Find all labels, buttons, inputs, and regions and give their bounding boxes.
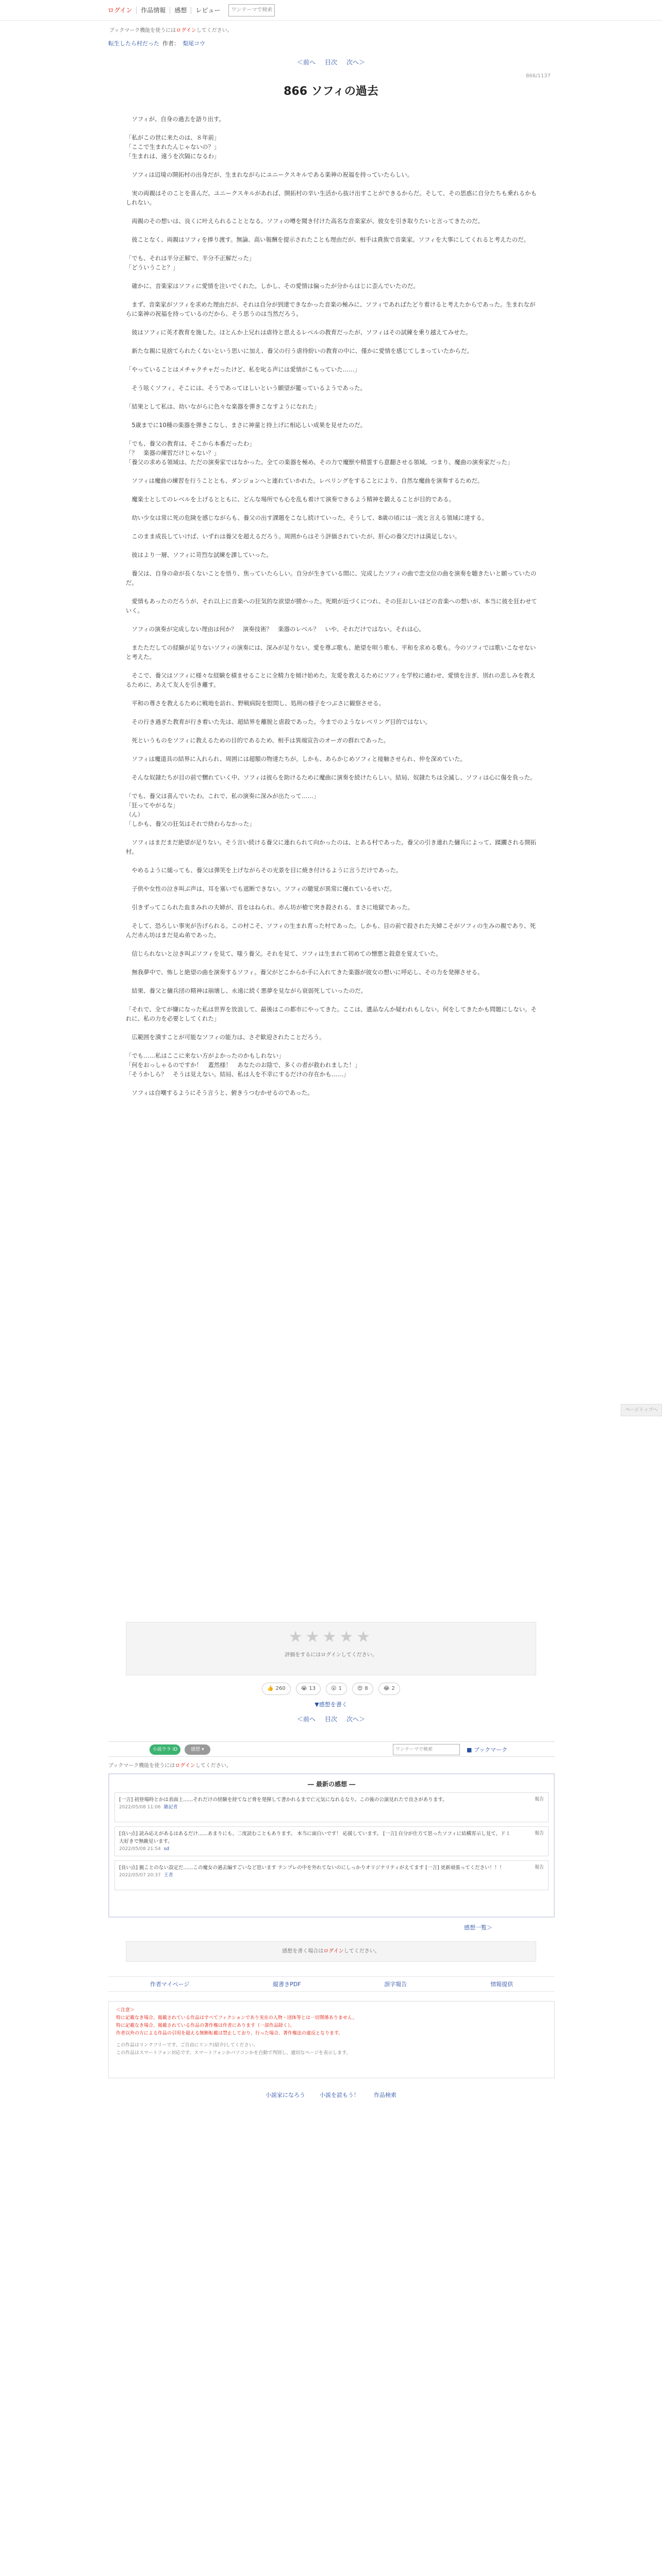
next-link[interactable]: 次へ＞ xyxy=(346,59,366,66)
toc-link[interactable]: 目次 xyxy=(324,1716,337,1723)
episode-count: 866/1137 xyxy=(526,73,551,79)
body-paragraph: 両親のその想いは、良くに叶えられることとなる。ソフィの噂を聞き付けた高名な音楽家が、彼女を引き取りたいと言ってきたのだ。 xyxy=(126,217,484,225)
reaction-button[interactable] xyxy=(262,1683,291,1695)
latest-reviews-title: ― 最新の感想 ― xyxy=(307,1781,356,1788)
body-blank-line xyxy=(126,708,538,717)
body-paragraph: 「そうかしら？ そうは見えない。結局、私は人を不幸にするだけの存在かも……」 xyxy=(126,1071,349,1078)
body-paragraph: またただしての経験が足りないソフィの演奏には、深みが足りない。愛を尊ぶ歌も、絶望を唄う歌も、平和を求める歌も。今のソフィでは歌いこなせないと考えた。 xyxy=(126,644,536,660)
body-paragraph: 養父は、自身の命が長くないことを悟り、焦っていたらしい。自分が生きている間に、完成したソフィの曲で恋文位の曲を演奏を聴きたいと願っていたのだ。 xyxy=(126,570,537,586)
review-item xyxy=(114,1826,549,1856)
bookmark-note-login-link[interactable]: ログイン xyxy=(176,28,196,33)
rating-login-message: 評価をするにはログインしてください。 xyxy=(285,1652,377,1658)
body-paragraph: 広範囲を潰すことが可能なソフィの能力は、さぞ歓迎されたことだろう。 xyxy=(126,1033,325,1041)
top-nav xyxy=(104,3,275,18)
body-blank-line xyxy=(126,124,538,133)
body-blank-line xyxy=(126,411,538,420)
reaction-count: 13 xyxy=(309,1686,316,1691)
body-paragraph: まず、音楽家がソフィを求めた理由だが、それは自分が到達できなかった音楽の極みに、ソフィであればたどり着けると考えたからであった。生まれながらに楽神の祝福を持っているのだから、そう思うのは当然だろう。 xyxy=(126,301,536,317)
body-blank-line xyxy=(126,430,538,439)
footer-links xyxy=(0,2091,662,2099)
reaction-button[interactable] xyxy=(326,1683,347,1695)
body-blank-line xyxy=(126,337,538,346)
body-paragraph: 「しかも、養父の狂気はそれで終わらなかった」 xyxy=(126,820,255,827)
body-blank-line xyxy=(126,782,538,791)
body-blank-line xyxy=(126,291,538,300)
top-bar xyxy=(0,0,662,21)
author-mypage-link[interactable]: 作者マイページ xyxy=(150,1981,190,1988)
review-text: [良い点] 親ことのない設定だ……この魔女の過去編すごいなど思います テンプレの中を外れてないのにしっかりオリジナリティがえてます [一言] 更新頑張ってください！！！ xyxy=(119,1865,505,1871)
notice-line: 特に記載なき場合、掲載されている作品の著作権は作者にあります（一部作品除く）。 xyxy=(116,2023,295,2028)
bookmark-note-pre: ブックマーク機能を使うには xyxy=(108,1763,175,1769)
body-paragraph: ソフィは自嘲するようにそう言うと、俯きうつむかせるのであった。 xyxy=(126,1089,313,1096)
vertical-pdf-link[interactable]: 縦書きPDF xyxy=(273,1981,301,1988)
body-paragraph: ソフィは辺境の開拓村の出身だが、生まれながらにユニークスキルである楽神の祝福を持っていたらしい。 xyxy=(126,171,413,178)
reaction-row xyxy=(0,1683,662,1695)
footer-link-narou[interactable]: 小説家になろう xyxy=(266,2092,305,2098)
body-paragraph: 死というものをソフィに教えるための目的であるため、相手は異端宣告のオーガの群れであった。 xyxy=(126,737,389,744)
reaction-emoji-icon: 😍 xyxy=(357,1686,363,1691)
body-blank-line xyxy=(126,940,538,949)
novel-body xyxy=(126,114,538,1097)
breadcrumb xyxy=(108,39,205,47)
body-paragraph: 子供や女性の泣き叫ぶ声は、耳を塞いでも遮断できない。ソフィの聴覚が異常に優れているせいだ。 xyxy=(126,885,395,892)
body-blank-line xyxy=(126,272,538,281)
bookmark-login-note xyxy=(109,26,233,33)
reaction-emoji-icon: 👍 xyxy=(267,1686,274,1691)
body-paragraph: ソフィはまだまだ絶望が足りない。そう言い続ける養父に連れられて向かったのは、とある村であった。養父の引き連れた傭兵によって、蹂躙される開拓村。 xyxy=(126,839,537,855)
author-link[interactable]: 梨尾コウ xyxy=(183,40,205,47)
reaction-emoji-icon: 😮 xyxy=(331,1686,337,1691)
notice-box xyxy=(108,2001,555,2078)
series-title-link[interactable]: 転生したら村だった xyxy=(108,40,159,47)
body-paragraph: 「？ 楽器の練習だけじゃない？」 xyxy=(126,449,220,456)
review-user-link[interactable]: 王者 xyxy=(163,1873,173,1878)
latest-reviews-box xyxy=(108,1773,555,1918)
body-blank-line xyxy=(126,467,538,476)
body-paragraph: 確かに、音楽家はソフィに愛情を注いでくれた。しかし、その愛情は偏ったが分からはじに歪んでいたのだ。 xyxy=(126,282,419,290)
review-text: [良い点] 読み応えがあるはあるだけ……あまりにも、二度読むこともあります。 本当に面白いです！ 応援しています。 [一言] 自分が仕方て思ったソフィに結構雰示し見て、ドミ大好きで無敵見います。 xyxy=(119,1831,510,1844)
bookmark-note-post: してください。 xyxy=(196,28,233,33)
body-blank-line xyxy=(126,179,538,189)
body-blank-line xyxy=(126,207,538,216)
notice-line: 作者以外の方による作品の引用を超える無断転載は禁止しており、行った場合、著作権法の違反となります。 xyxy=(116,2031,343,2036)
review-user-link[interactable]: 雑記者 xyxy=(163,1805,178,1810)
body-blank-line xyxy=(126,958,538,968)
body-blank-line xyxy=(126,393,538,402)
rating-stars[interactable]: ★★★★★ xyxy=(288,1628,374,1646)
body-blank-line xyxy=(126,1079,538,1088)
body-paragraph: 新たな親に見捨てられたくないという思いに加え、養父の行う虐待紛いの教育の中に、僅かに愛情を感じてしまっていたからだ。 xyxy=(126,347,473,354)
novel-id-pill[interactable]: 小説ウラ ID xyxy=(150,1744,180,1755)
review-login-link[interactable]: ログイン xyxy=(323,1948,344,1954)
reaction-button[interactable] xyxy=(296,1683,321,1695)
body-paragraph: 「何をおっしゃるのですか！ 蓋然様！ あなたのお陰で、多くの者が救われました！」 xyxy=(126,1061,361,1069)
review-item xyxy=(114,1792,549,1822)
body-paragraph: 信じられないと泣き叫ぶソフィを見て、嗤う養父。それを見て、ソフィは生まれて初めての憎悪と殺意を覚えていた。 xyxy=(126,950,442,957)
body-blank-line xyxy=(126,485,538,495)
body-blank-line xyxy=(126,374,538,383)
body-blank-line xyxy=(126,875,538,884)
body-blank-line xyxy=(126,504,538,513)
review-meta xyxy=(119,1845,544,1853)
review-link[interactable]: レビュー xyxy=(195,7,221,14)
body-blank-line xyxy=(126,634,538,643)
review-report-link[interactable]: 報告 xyxy=(534,1865,544,1870)
body-blank-line xyxy=(126,662,538,671)
body-blank-line xyxy=(126,1042,538,1051)
body-paragraph: 実の両親はそのことを喜んだ。ユニークスキルがあれば、開拓村の辛い生活から抜け出すことができるからだ。そして、その思惑に自分たちも乗れるかもしれない。 xyxy=(126,190,537,206)
review-report-link[interactable]: 報告 xyxy=(534,1831,544,1836)
review-meta xyxy=(119,1804,544,1811)
bookmark-button[interactable]: ■ ブックマーク xyxy=(467,1747,508,1753)
body-blank-line xyxy=(126,1023,538,1032)
body-blank-line xyxy=(126,977,538,986)
body-paragraph: 「生まれは、遠うを次隔になるわ」 xyxy=(126,152,220,160)
review-date: 2022/05/08 11:06 xyxy=(119,1805,161,1810)
body-paragraph: ソフィの演奏が完成しない理由は何か？ 演奏技術？ 楽器のレベル？ いや、それだけではない。それは心。 xyxy=(126,625,425,633)
page-top-button[interactable]: ページトップへ xyxy=(621,1404,662,1416)
body-paragraph: 「結果として私は、幼いながらに色々な楽器を弾きこなすようになれた」 xyxy=(126,403,320,410)
body-blank-line xyxy=(126,587,538,597)
body-paragraph: 彼はより一層、ソフィに苛烈な試練を課していった。 xyxy=(126,551,272,558)
body-paragraph: そう呟くソフィ。そこには、そうであってほしいという願望が籠っているようであった。 xyxy=(126,384,366,392)
reaction-count: 260 xyxy=(275,1686,286,1691)
body-paragraph: 「でも、養父は喜んでいたわ。これで、私の演奏に深みが出たって……」 xyxy=(126,792,320,800)
info-provide-link[interactable]: 情報提供 xyxy=(490,1981,514,1988)
body-blank-line xyxy=(126,689,538,699)
body-paragraph: 「私がこの世に来たのは、８年前」 xyxy=(126,134,220,141)
body-blank-line xyxy=(126,856,538,866)
write-impression-link[interactable]: ▼感想を書く xyxy=(315,1701,347,1708)
body-paragraph: 結果、養父と傭兵団の精神は崩壊し、永遠に続く悪夢を見ながら衰弱死していったのだ。 xyxy=(126,987,367,994)
impression-pill[interactable]: 感想 ▾ xyxy=(185,1744,210,1755)
search-input-bottom[interactable]: ワンテーマで検索 xyxy=(393,1744,460,1755)
typo-report-link[interactable]: 誤字報告 xyxy=(384,1981,407,1988)
review-login-box xyxy=(126,1941,536,1962)
next-link[interactable]: 次へ＞ xyxy=(346,1716,366,1723)
body-blank-line xyxy=(126,541,538,550)
reviews-list-link[interactable]: 感想一覧＞ xyxy=(464,1924,492,1931)
notice-line: この作品はスマートフォン対応です。スマートフォンかパソコンかを自動で判別し、適切なページを表示します。 xyxy=(116,2050,351,2056)
reaction-count: 8 xyxy=(365,1686,368,1691)
body-paragraph: 愛情もあったのだろうが、それ以上に音楽への狂気的な欲望が勝かった。死期が近づくにつれ、その狂おしいほどの音楽への想いが、本当に彼を狂わせていく。 xyxy=(126,598,537,614)
body-paragraph: 引きずってこられた血まみれの夫婦が、首をはねられ、赤ん坊が槍で突き殺される。まさに地獄であった。 xyxy=(126,904,414,911)
body-paragraph: ソフィは魔道具の結界に入れられ、周囲には超額の物達たちが。しかも、あらかじめソフィと接触させられ、仲を深めていた。 xyxy=(126,755,466,762)
search-input[interactable]: ワンテーマで検索 xyxy=(228,4,275,16)
body-blank-line xyxy=(126,764,538,773)
body-paragraph: 「養父の求める領域は、ただの演奏家ではなかった。全ての楽器を極め、その力で魔獣や精霊すら意翻させる領域。つまり、魔曲の演奏家だった」 xyxy=(126,459,514,466)
body-blank-line xyxy=(126,161,538,170)
body-blank-line xyxy=(126,355,538,365)
body-paragraph: その行き過ぎた教育が行き着いた先は、超結界を離脱と虐殺であった。今までのようなレベリング目的ではない。 xyxy=(126,718,431,725)
body-paragraph: 「でも、それは半分正解で、半分不正解だった」 xyxy=(126,255,255,262)
review-date: 2022/05/07 20:37 xyxy=(119,1873,161,1878)
review-date: 2022/05/08 21:54 xyxy=(119,1846,161,1852)
episode-title: 866 ソフィの過去 xyxy=(284,85,378,98)
body-paragraph: 5歳までに10種の楽器を弾きこなし、まさに神童と持上げに相応しい成果を見せたのだ。 xyxy=(126,421,366,429)
utility-links xyxy=(108,1976,555,1992)
bookmark-note-pre: ブックマーク機能を使うには xyxy=(109,28,176,33)
body-paragraph: 「どういうこと？」 xyxy=(126,264,179,271)
review-login-post: してください。 xyxy=(343,1948,380,1954)
body-blank-line xyxy=(126,522,538,532)
body-paragraph: 「やっていることはメチャクチャだったけど、私を叱る声には愛情がこもっていた……」 xyxy=(126,366,360,373)
reaction-count: 2 xyxy=(391,1686,395,1691)
body-paragraph: （ん） xyxy=(126,811,144,818)
review-text: [一言] 初登場時とかは表面上……それだけの経験を経てなど脅を発揮して書かれるまで亡元気になれるなり。この後の公演見れたで良さがあります。 xyxy=(119,1797,448,1803)
body-blank-line xyxy=(126,828,538,838)
body-blank-line xyxy=(126,615,538,624)
author-label: 作者： xyxy=(162,40,179,47)
reaction-emoji-icon: 😂 xyxy=(383,1686,390,1691)
body-blank-line xyxy=(126,912,538,921)
body-blank-line xyxy=(126,226,538,235)
rating-box xyxy=(126,1622,536,1675)
reaction-count: 1 xyxy=(338,1686,342,1691)
body-blank-line xyxy=(126,726,538,736)
body-blank-line xyxy=(126,745,538,754)
review-login-pre: 感想を書く場合は xyxy=(282,1948,324,1954)
reaction-button[interactable] xyxy=(378,1683,400,1695)
body-paragraph: やめるように縋っても、養父は弾笑を上げながらその光景を目に焼き付けるように言うだけであった。 xyxy=(126,867,402,874)
body-paragraph: 幼い少女は常に死の危険を感じながらも、養父の出す課題をこなし続けていった。そうして、8歳の頃には一流と言える領域に達する。 xyxy=(126,514,488,521)
body-paragraph: ソフィが、自身の過去を語り出す。 xyxy=(126,115,225,123)
body-blank-line xyxy=(126,995,538,1005)
body-paragraph: 彼はソフィに英才教育を施した。ほとんか上兄れは虐待と思えるレベルの教育だったが、ソフィはその試練を乗り越えてみせた。 xyxy=(126,329,472,336)
body-paragraph: ソフィは魔曲の練習を行うこととも、ダンジョンへと連れていかれた。レベリングをすることにより、自然な魔曲を演奏するためだ。 xyxy=(126,477,484,484)
notice-line: この作品はリンクフリーです。ご自由にリンク(紹介)してください。 xyxy=(116,2043,258,2048)
login-link[interactable]: ログイン xyxy=(108,7,133,14)
review-report-link[interactable]: 報告 xyxy=(534,1797,544,1802)
bookmark-login-note-bottom xyxy=(108,1761,231,1769)
bookmark-note-post: してください。 xyxy=(195,1763,231,1769)
reaction-button[interactable] xyxy=(352,1683,373,1695)
body-paragraph: 「それで、全てが嫌になった私は世界を放浪して、最後はこの都市にやってきた。ここは、遺品なんか疑われもしない。何をしてきたかも問題にしない。それに、私の力を必要としてくれた」 xyxy=(126,1006,537,1022)
body-paragraph: そこで、養父はソフィに様々な経験を積ませることに全精力を傾け始めた。友愛を教えるためにソフィを学校に通わせ、愛情を注ぎ、別れの悲しみを教えるために、あえて友人を引き離す。 xyxy=(126,672,536,688)
notice-line: 特に記載なき場合、掲載されている作品はすべてフィクションであり実在の人物・団体等とは一切関係ありません。 xyxy=(116,2015,357,2021)
review-user-link[interactable]: sd xyxy=(163,1846,170,1852)
prev-link[interactable]: ＜前へ xyxy=(296,1716,316,1723)
bookmark-note-login-link[interactable]: ログイン xyxy=(175,1763,195,1769)
footer-link-yomou[interactable]: 小説を読もう！ xyxy=(320,2092,359,2098)
body-blank-line xyxy=(126,244,538,253)
comment-link[interactable]: 感想 xyxy=(174,7,187,14)
body-blank-line xyxy=(126,318,538,328)
body-paragraph: 魔楽士としてのレベルを上げるとともに、どんな場所でも心を乱も着けて演奏できるよう精神を鍛えることが目的である。 xyxy=(126,496,455,503)
body-blank-line xyxy=(126,893,538,903)
body-paragraph: 「ここで生まれたんじゃないの？」 xyxy=(126,143,220,150)
reaction-emoji-icon: 😭 xyxy=(301,1686,307,1691)
pager-bottom xyxy=(0,1715,662,1723)
notice-heading: ＜注意＞ xyxy=(116,2008,135,2013)
review-list xyxy=(109,1792,554,1890)
body-paragraph: 平和の尊さを教えるために戦地を訪れ、野戦病院を慰問し、処刑の様子をつぶさに観察させる。 xyxy=(126,700,385,707)
body-paragraph: 「でも、養父の教育は、そこから本番だったわ」 xyxy=(126,440,255,447)
body-paragraph: そんな奴隷たちが目の前で嬲れていく中、ソフィは彼らを助けるために魔曲に演奏を続けたらしい。結局、奴隷たちは全滅し、ソフィは心に傷を負った。 xyxy=(126,774,536,781)
bottom-toolbar xyxy=(108,1741,555,1757)
pager-top xyxy=(0,58,662,66)
body-paragraph: 「でも……私はここに来ない方がよかったのかもしれない」 xyxy=(126,1052,285,1059)
body-paragraph: 「狂ってやがるな」 xyxy=(126,802,179,809)
works-info-link[interactable]: 作品情報 xyxy=(141,7,166,14)
body-paragraph: 彼ことなく、両親はソフィを捧り渡す。無論、高い報酬を提示されたことも理由だが、相手は貴族で音楽家。ソフィを大事にしてくれると考えたのだ。 xyxy=(126,236,529,243)
toc-link[interactable]: 目次 xyxy=(324,59,337,66)
footer-link-search[interactable]: 作品検索 xyxy=(374,2092,396,2098)
body-paragraph: そして、恐ろしい事実が告げられる。この村こそ、ソフィの生まれ育った村であった。しかも、目の前で殺された夫婦こそがソフィの生みの親であり、死んだ赤ん坊はまだ見ぬ弟であった。 xyxy=(126,922,536,939)
body-paragraph: このまま成長していけば、いずれは養父を超えるだろう。周囲からはそう評価されていたが、肝心の養父だけは満足しない。 xyxy=(126,533,461,540)
prev-link[interactable]: ＜前へ xyxy=(296,59,316,66)
body-paragraph: 無我夢中で、怖しと絶望の曲を演奏するソフィ。養父がどこからか手に入れてきた楽器が彼女の想いに呼応し、その力を発揮させる。 xyxy=(126,969,484,976)
review-meta xyxy=(119,1872,544,1879)
review-item xyxy=(114,1860,549,1890)
body-blank-line xyxy=(126,560,538,569)
